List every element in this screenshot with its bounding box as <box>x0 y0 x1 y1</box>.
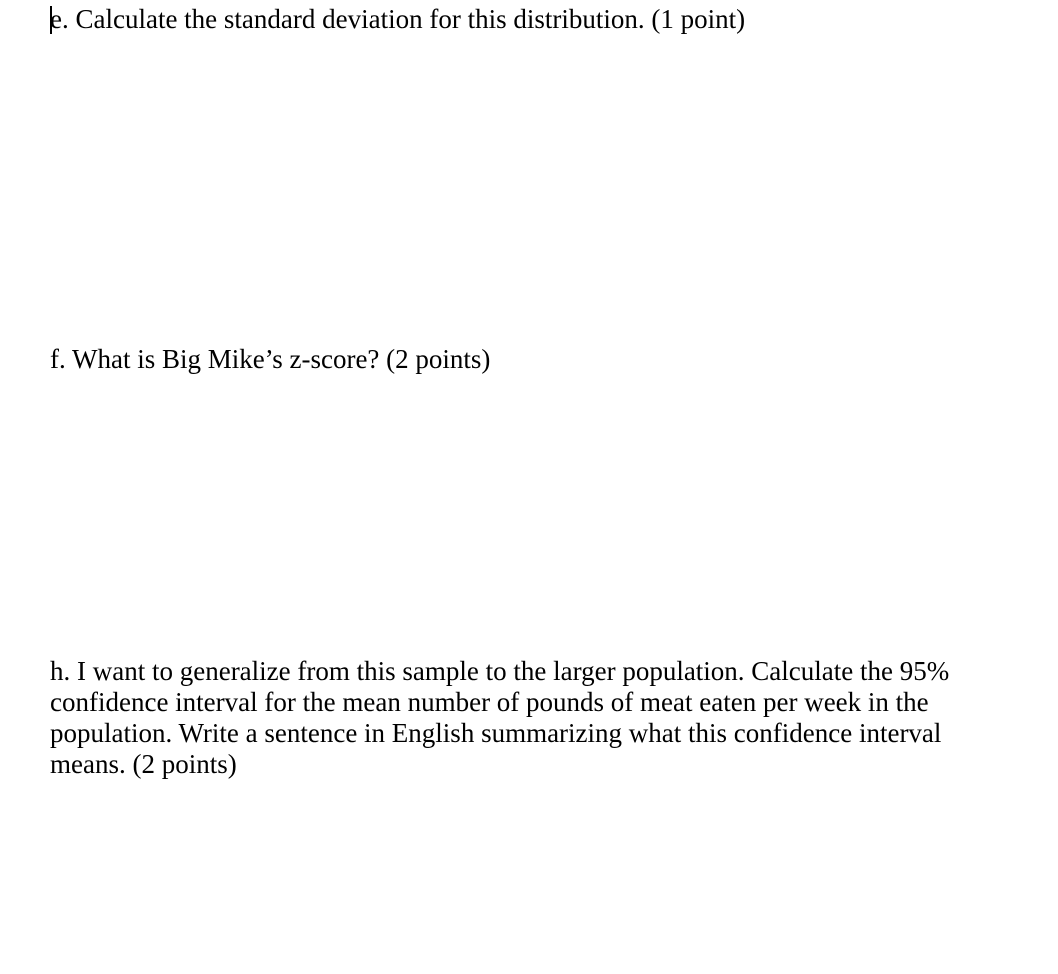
question-f: f. What is Big Mike’s z-score? (2 points) <box>50 344 491 374</box>
question-h: h. I want to generalize from this sample to the larger population. Calculate the 95% confidence interval for the mean number of pounds of meat eaten per week in the population. Write a sentence in English summarizing what this confidence interval means. (2 points) <box>50 656 950 779</box>
question-e: e. Calculate the standard deviation for this distribution. (1 point) <box>50 4 746 34</box>
